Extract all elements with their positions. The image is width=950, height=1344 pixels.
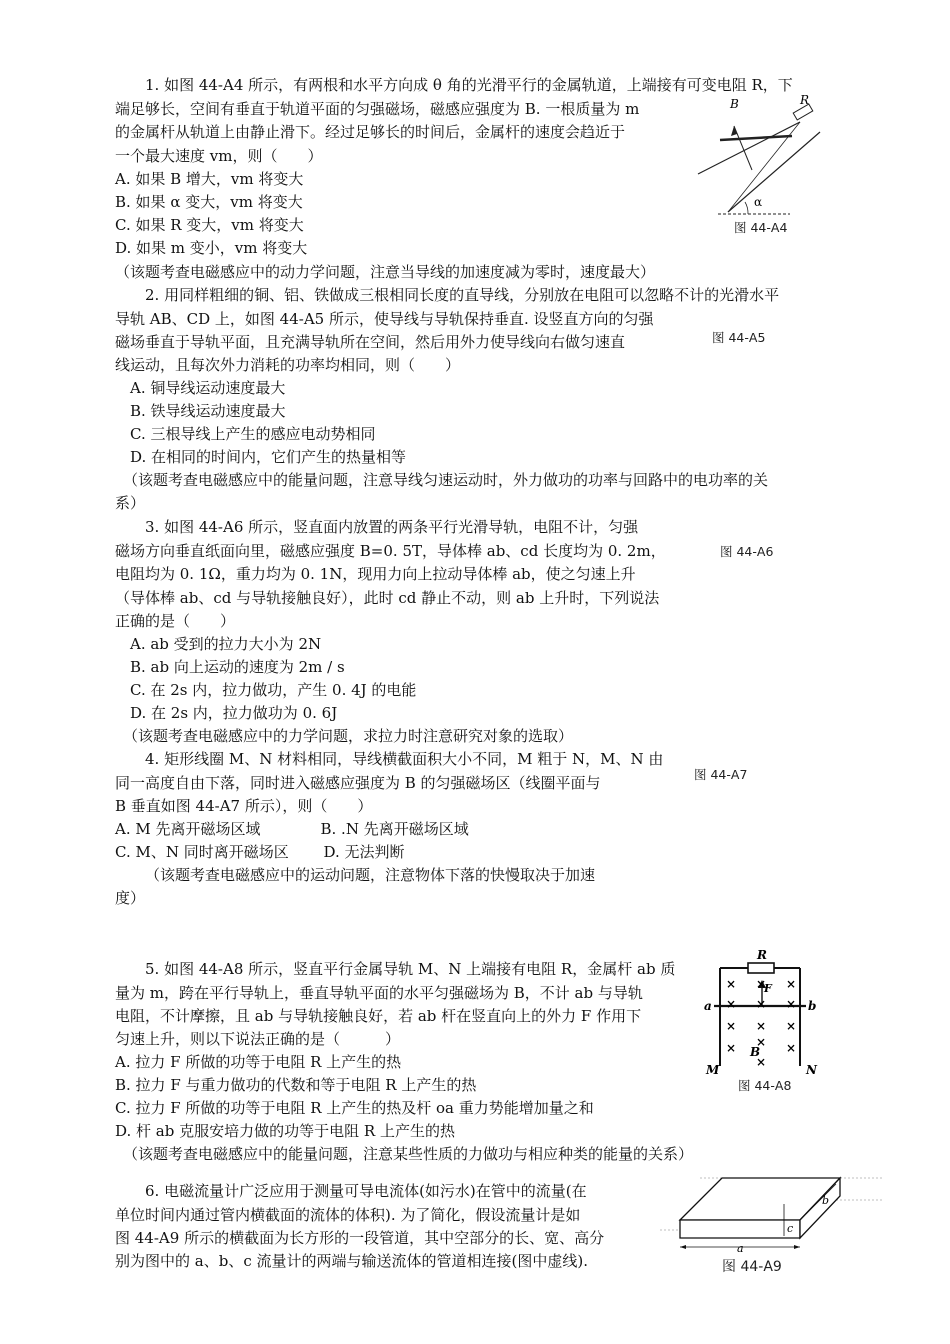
q1-line: 一个最大速度 vm，则（ ） [115,147,323,165]
figure-caption: 图 44-A6 [720,544,774,559]
a9-label-b: b [822,1194,830,1207]
a8-label-a: a [704,999,712,1013]
field-cross: × [756,1055,767,1069]
q1-option-d: D. 如果 m 变小，vm 将变大 [115,239,308,257]
q4-line: B 垂直如图 44-A7 所示），则（ ） [115,797,373,815]
q1-line: 端足够长，空间有垂直于轨道平面的匀强磁场，磁感应强度为 B. 一根质量为 m [115,100,640,118]
q3-option-c: C. 在 2s 内，拉力做功，产生 0. 4J 的电能 [130,681,417,699]
q3-option-a: A. ab 受到的拉力大小为 2N [130,635,322,653]
q1-note: （该题考查电磁感应中的动力学问题，注意当导线的加速度减为零时，速度最大） [115,263,656,281]
field-cross: × [756,1035,767,1049]
q4-options-ab: A. M 先离开磁场区域 B. .N 先离开磁场区域 [115,820,469,838]
field-cross: × [786,997,797,1011]
field-cross: × [726,977,737,991]
q5-option-d: D. 杆 ab 克服安培力做的功等于电阻 R 上产生的热 [115,1122,455,1140]
field-cross: × [786,1041,797,1055]
q5-line: 电阻，不计摩擦，且 ab 与导轨接触良好，若 ab 杆在竖直向上的外力 F 作用下 [115,1007,642,1025]
q5-line: 量为 m，跨在平行导轨上，垂直导轨平面的水平匀强磁场为 B，不计 ab 与导轨 [115,984,643,1002]
q1-option-b: B. 如果 α 变大，vm 将变大 [115,193,303,211]
q2-line: 2. 用同样粗细的铜、铝、铁做成三根相同长度的直导线，分别放在电阻可以忽略不计的光滑水平 [145,286,780,304]
a8-label-b-field: B [750,1045,761,1059]
q6-line: 图 44-A9 所示的横截面为长方形的一段管道，其中空部分的长、宽、高分 [115,1229,605,1247]
figure-caption: 图 44-A8 [738,1078,792,1093]
q2-option-c: C. 三根导线上产生的感应电动势相同 [130,425,376,443]
q3-option-d: D. 在 2s 内，拉力做功为 0. 6J [130,704,338,722]
figure-caption: 图 44-A9 [722,1259,782,1275]
q3-note: （该题考查电磁感应中的力学问题，求拉力时注意研究对象的选取） [123,727,574,745]
q4-line: 同一高度自由下落，同时进入磁感应强度为 B 的匀强磁场区（线圈平面与 [115,774,601,792]
figure-caption: 图 44-A4 [734,220,788,235]
field-cross: × [786,977,797,991]
a8-label-f: F [764,982,772,995]
q2-line: 线运动，且每次外力消耗的功率均相同，则（ ） [115,356,461,374]
field-cross: × [726,997,737,1011]
field-cross: × [786,1019,797,1033]
figure-caption: 图 44-A5 [712,330,766,345]
q2-note: 系） [115,494,146,512]
q5-line: 匀速上升，则以下说法正确的是（ ） [115,1030,401,1048]
field-cross: × [756,997,767,1011]
q2-option-a: A. 铜导线运动速度最大 [130,379,286,397]
q5-option-c: C. 拉力 F 所做的功等于电阻 R 上产生的热及杆 oa 重力势能增加量之和 [115,1099,594,1117]
field-cross: × [726,1041,737,1055]
a4-label-alpha: α [754,195,763,209]
a9-label-c: c [787,1222,794,1235]
q3-line: 磁场方向垂直纸面向里，磁感应强度 B=0. 5T，导体棒 ab、cd 长度均为 0. 2m， [115,542,666,560]
figure-caption: 图 44-A7 [694,767,748,782]
q1-line: 的金属杆从轨道上由静止滑下。经过足够长的时间后，金属杆的速度会趋近于 [115,123,626,141]
q2-line: 磁场垂直于导轨平面，且充满导轨所在空间，然后用外力使导线向右做匀速直 [115,333,626,351]
figure-44-a4 [690,93,810,226]
q1-option-c: C. 如果 R 变大，vm 将变大 [115,216,304,234]
a8-label-n: N [806,1063,817,1077]
field-cross: × [756,977,767,991]
q3-option-b: B. ab 向上运动的速度为 2m / s [130,658,345,676]
q2-option-b: B. 铁导线运动速度最大 [130,402,286,420]
q3-line: 3. 如图 44-A6 所示，竖直面内放置的两条平行光滑导轨，电阻不计，匀强 [145,518,639,536]
q6-line: 别为图中的 a、b、c 流量计的两端与输送流体的管道相连接(图中虚线). [115,1252,588,1270]
q5-note: （该题考查电磁感应中的能量问题，注意某些性质的力做功与相应种类的能量的关系） [123,1145,694,1163]
a8-label-r: R [757,948,767,962]
q5-option-b: B. 拉力 F 与重力做功的代数和等于电阻 R 上产生的热 [115,1076,477,1094]
a9-label-a: a [737,1242,744,1255]
q2-note: （该题考查电磁感应中的能量问题，注意导线匀速运动时，外力做功的功率与回路中的电功率的关 [123,471,769,489]
a4-label-r: R [800,93,810,107]
figure-44-a8 [700,948,820,1078]
q6-line: 单位时间内通过管内横截面的流体的体积). 为了简化，假设流量计是如 [115,1206,581,1224]
q3-line: （导体棒 ab、cd 与导轨接触良好），此时 cd 静止不动，则 ab 上升时，下列说法 [115,589,660,607]
q2-option-d: D. 在相同的时间内，它们产生的热量相等 [130,448,407,466]
a4-label-b: B [730,97,739,111]
q6-line: 6. 电磁流量计广泛应用于测量可导电流体(如污水)在管中的流量(在 [145,1182,587,1200]
q4-note: （该题考查电磁感应中的运动问题，注意物体下落的快慢取决于加速 [145,866,596,884]
q5-option-a: A. 拉力 F 所做的功等于电阻 R 上产生的热 [115,1053,402,1071]
a8-label-m: M [706,1063,720,1077]
q5-line: 5. 如图 44-A8 所示，竖直平行金属导轨 M、N 上端接有电阻 R，金属杆 ab 质 [145,960,676,978]
q4-line: 4. 矩形线圈 M、N 材料相同，导线横截面积大小不同，M 粗于 N，M、N 由 [145,750,664,768]
field-cross: × [756,1019,767,1033]
q3-line: 正确的是（ ） [115,612,236,630]
q4-options-cd: C. M、N 同时离开磁场区 D. 无法判断 [115,843,405,861]
q2-line: 导轨 AB、CD 上，如图 44-A5 所示，使导线与导轨保持垂直. 设竖直方向的匀强 [115,310,654,328]
a8-label-b: b [808,999,817,1013]
q4-note: 度） [115,889,146,907]
q3-line: 电阻均为 0. 1Ω，重力均为 0. 1N，现用力向上拉动导体棒 ab，使之匀速上升 [115,565,636,583]
q1-option-a: A. 如果 B 增大，vm 将变大 [115,170,304,188]
field-cross: × [726,1019,737,1033]
q1-line: 1. 如图 44-A4 所示，有两根和水平方向成 θ 角的光滑平行的金属轨道，上端接有可变电阻 R，下 [145,76,793,94]
